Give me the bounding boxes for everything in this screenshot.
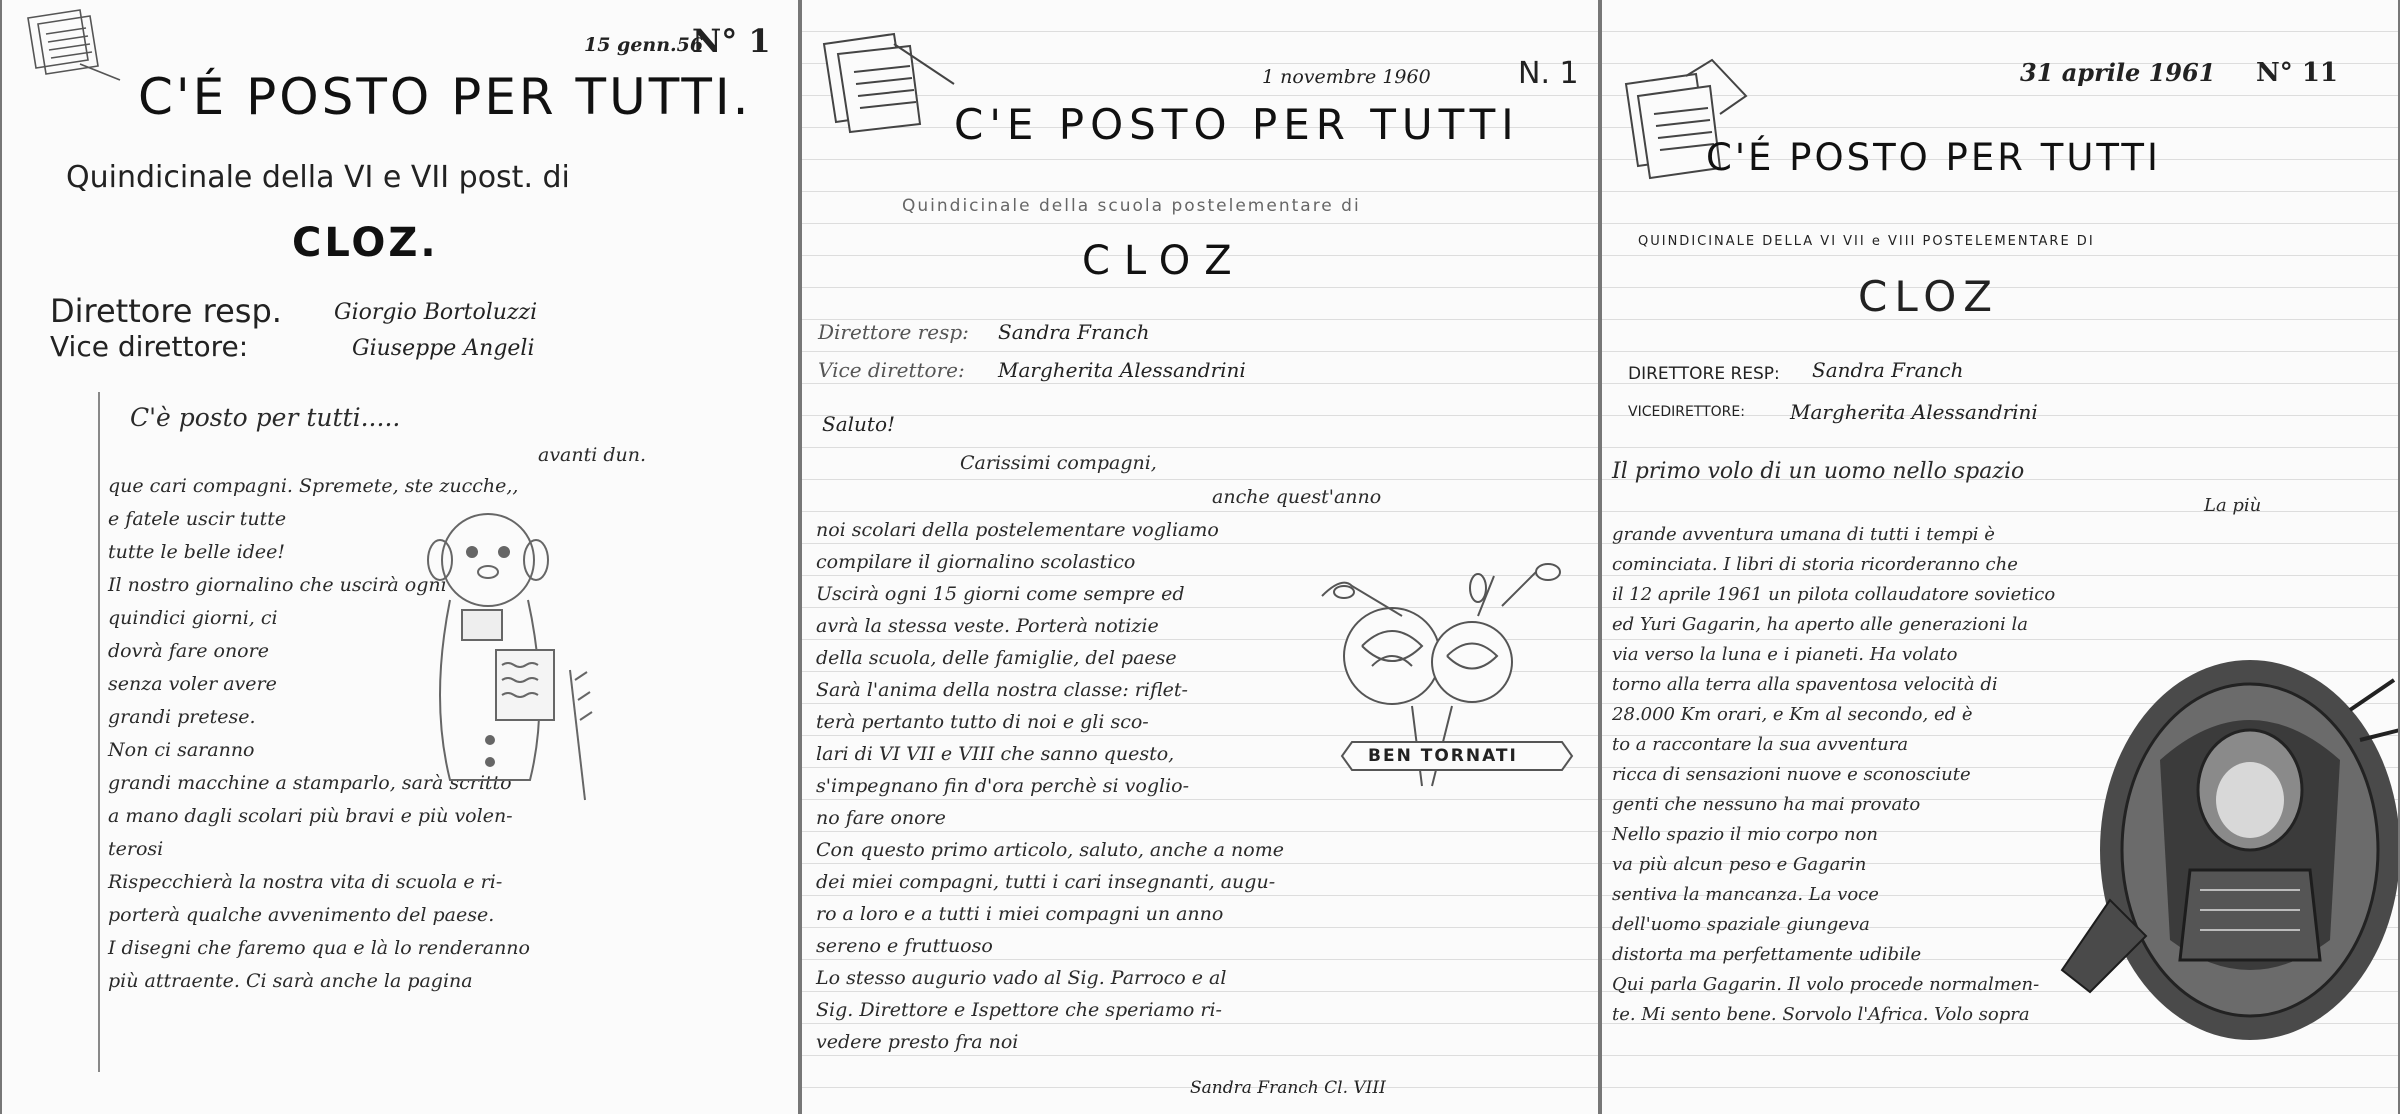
article-line: e fatele uscir tutte [108,508,287,530]
article-line: tutte le belle idee! [108,541,285,563]
article-line: sentiva la mancanza. La voce [1612,884,1879,905]
article-line: quindici giorni, ci [108,607,278,629]
issue-number: N. 1 [1518,56,1579,91]
article-line: s'impegnano fin d'ora perchè si voglio- [816,775,1190,797]
article-line: Sig. Direttore e Ispettore che speriamo ri- [816,999,1222,1021]
article-line: dei miei compagni, tutti i cari insegnanti, augu- [816,871,1276,893]
vice-director-label: Vice direttore: [50,330,249,363]
article-line: no fare onore [816,807,946,829]
article-line: 28.000 Km orari, e Km al secondo, ed è [1612,704,1973,725]
flowers-drawing-icon [1302,556,1600,816]
article-line: il 12 aprile 1961 un pilota collaudatore sovietico [1612,584,2056,605]
article-line: Rispecchierà la nostra vita di scuola e ri- [108,871,503,893]
article-line: senza voler avere [108,673,277,695]
article-line: I disegni che faremo qua e là lo renderanno [108,937,530,959]
article-line: anche quest'anno [1212,486,1382,508]
article-line: grandi pretese. [108,706,256,728]
article-line: distorta ma perfettamente udibile [1612,944,1922,965]
newspaper-title: C'É POSTO PER TUTTI. [138,68,752,126]
signature: Sandra Franch Cl. VIII [1190,1078,1386,1098]
article-line: La più [2204,495,2262,516]
article-line: avanti dun. [538,444,647,466]
article-line: C'è posto per tutti..... [130,403,401,432]
cosmonaut-illustration [2050,640,2400,1070]
article-line: Il primo volo di un uomo nello spazio [1612,459,2025,484]
article-line: a mano dagli scolari più bravi e più volen- [108,805,513,827]
article-line: Uscirà ogni 15 giorni come sempre ed [816,583,1185,605]
director-name: Giorgio Bortoluzzi [334,300,538,325]
newspaper-page-2 [800,0,1600,1114]
article-line: porterà qualche avvenimento del paese. [108,904,495,926]
article-line: compilare il giornalino scolastico [816,551,1136,573]
vice-director-label: Vice direttore: [818,358,965,382]
article-line: torno alla terra alla spaventosa velocità di [1612,674,1998,695]
issue-number: N° 11 [2256,58,2338,88]
vice-director-name: Margherita Alessandrini [1790,400,2038,424]
issue-date: 31 aprile 1961 [2020,58,2216,87]
article-line: cominciata. I libri di storia ricorderanno che [1612,554,2018,575]
town-name: CLOZ [1082,238,1246,284]
article-line: Qui parla Gagarin. Il volo procede normalmen- [1612,974,2040,995]
article-line: della scuola, delle famiglie, del paese [816,647,1177,669]
article-line: noi scolari della postelementare vogliamo [816,519,1219,541]
papers-doodle-icon [814,24,964,144]
issue-number: N° 1 [692,22,771,60]
article-line: va più alcun peso e Gagarin [1612,854,1867,875]
newspaper-page-3 [1600,0,2400,1114]
director-name: Sandra Franch [998,320,1150,344]
vice-director-label: VICEDIRETTORE: [1628,404,1745,420]
newspaper-title: C'É POSTO PER TUTTI [1706,136,2161,179]
article-line: via verso la luna e i pianeti. Ha volato [1612,644,1958,665]
newspaper-page-1 [0,0,800,1114]
town-name: CLOZ [1858,272,2000,321]
article-line: Sarà l'anima della nostra classe: riflet- [816,679,1188,701]
papers-doodle-icon [10,4,130,88]
article-line: sereno e fruttuoso [816,935,993,957]
director-label: DIRETTORE RESP: [1628,364,1780,384]
newspaper-title: C'E POSTO PER TUTTI [954,100,1520,149]
article-line: Il nostro giornalino che uscirà ogni [108,574,447,596]
town-name: CLOZ. [292,220,439,266]
banner-label: BEN TORNATI [1368,746,1518,766]
director-label: Direttore resp. [50,292,282,330]
director-name: Sandra Franch [1812,358,1964,382]
vice-director-name: Margherita Alessandrini [998,358,1246,382]
issue-date: 1 novembre 1960 [1262,66,1431,88]
mascot-drawing-icon [410,500,610,820]
article-line: dovrà fare onore [108,640,269,662]
article-line: terà pertanto tutto di noi e gli sco- [816,711,1149,733]
greeting: Saluto! [822,412,896,436]
article-line: avrà la stessa veste. Porterà notizie [816,615,1159,637]
article-line: vedere presto fra noi [816,1031,1019,1053]
article-line: Carissimi compagni, [960,452,1157,474]
article-line: Non ci saranno [108,739,255,761]
article-line: ro a loro e a tutti i miei compagni un anno [816,903,1224,925]
article-line: Nello spazio il mio corpo non [1612,824,1879,845]
article-line: que cari compagni. Spremete, ste zucche,, [108,475,519,497]
article-line: to a raccontare la sua avventura [1612,734,1909,755]
article-line: Con questo primo articolo, saluto, anche a nome [816,839,1284,861]
article-line: Lo stesso augurio vado al Sig. Parroco e al [816,967,1227,989]
issue-date: 15 genn.56 [584,34,704,56]
article-line: te. Mi sento bene. Sorvolo l'Africa. Volo sopra [1612,1004,2030,1025]
article-line: ricca di sensazioni nuove e sconosciute [1612,764,1971,785]
article-line: terosi [108,838,164,860]
director-label: Direttore resp: [818,320,969,344]
article-line: grande avventura umana di tutti i tempi è [1612,524,1995,545]
newspaper-subtitle: Quindicinale della scuola postelementare di [902,196,1361,216]
article-line: genti che nessuno ha mai provato [1612,794,1921,815]
article-line: grandi macchine a stamparlo, sarà scritto [108,772,512,794]
article-line: lari di VI VII e VIII che sanno questo, [816,743,1175,765]
margin-line [98,392,100,1072]
article-body [816,446,1381,1058]
newspaper-subtitle: QUINDICINALE DELLA VI VII e VIII POSTELEMENTARE DI [1638,234,2095,249]
article-line: ed Yuri Gagarin, ha aperto alle generazioni la [1612,614,2029,635]
article-line: dell'uomo spaziale giungeva [1612,914,1870,935]
article-line: più attraente. Ci sarà anche la pagina [108,970,473,992]
newspaper-subtitle: Quindicinale della VI e VII post. di [66,160,570,195]
vice-director-name: Giuseppe Angeli [352,336,535,361]
